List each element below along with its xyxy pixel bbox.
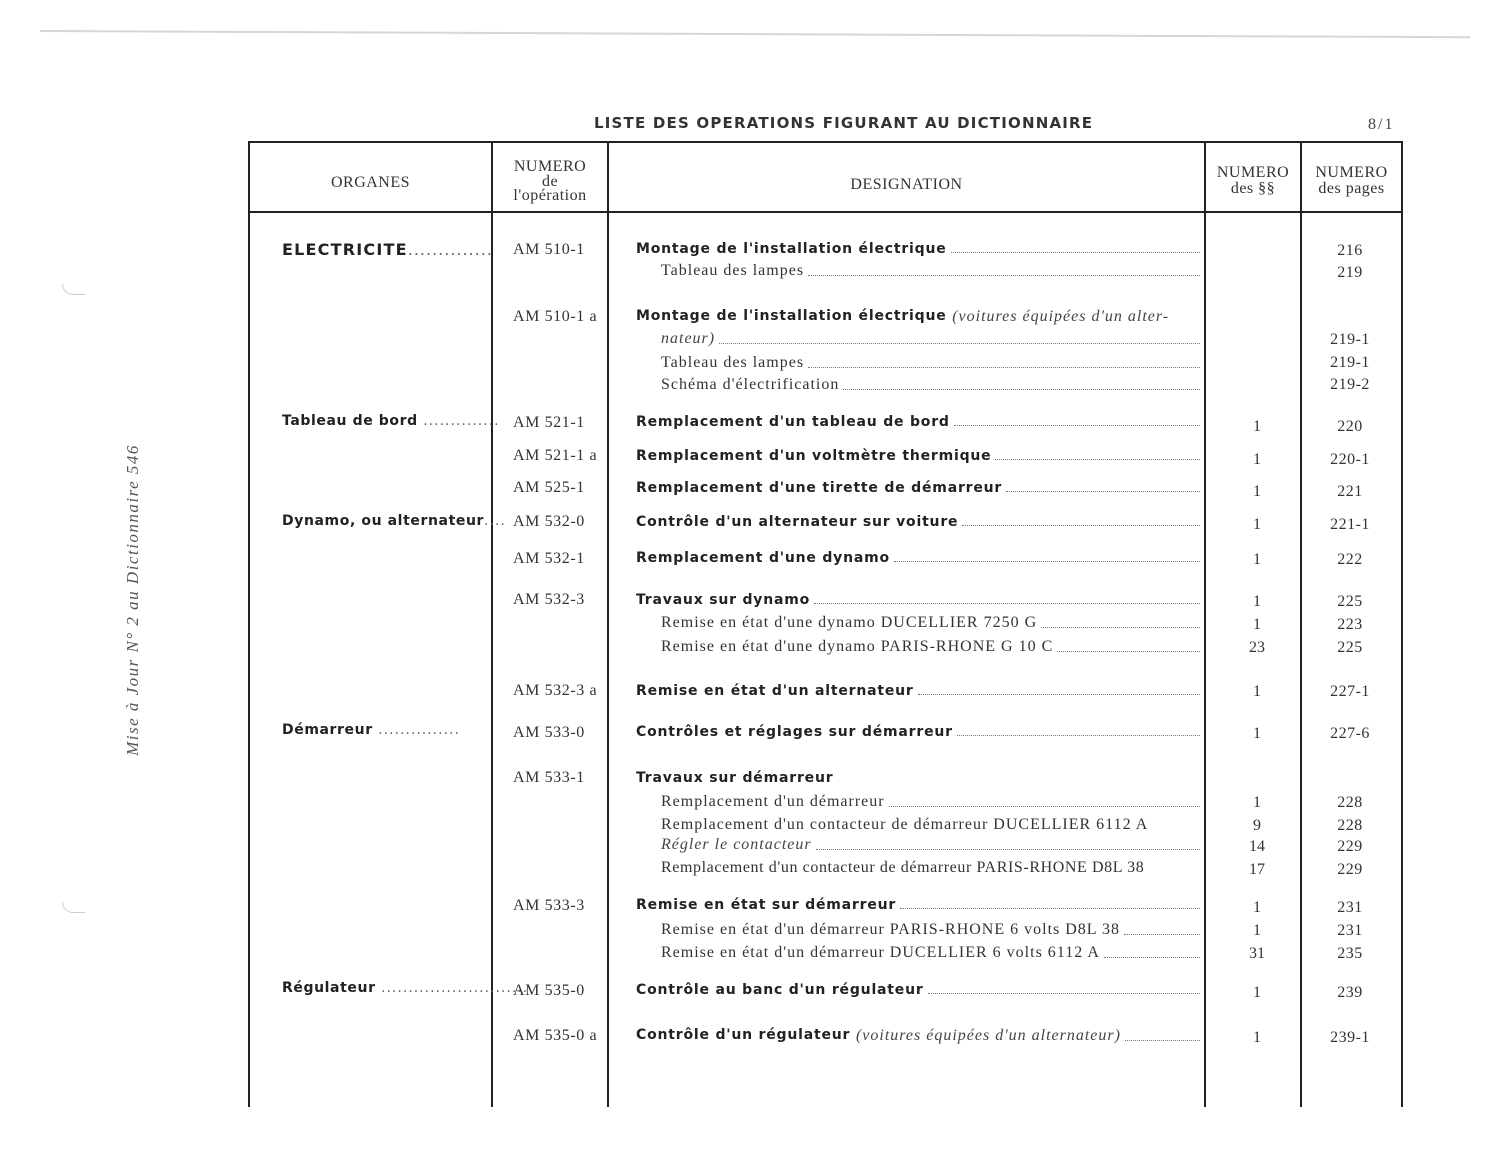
- organe-label: Régulateur ...........................: [282, 980, 529, 996]
- page-ref: 235: [1337, 945, 1363, 962]
- header-numero-pages: NUMERO des pages: [1315, 164, 1388, 197]
- column-border: [491, 141, 493, 1107]
- page-ref: 229: [1337, 861, 1363, 878]
- organe-label: Démarreur ...............: [282, 722, 460, 738]
- header-designation: DESIGNATION: [850, 176, 963, 193]
- page-ref: 220-1: [1330, 451, 1370, 468]
- page-ref: 225: [1337, 593, 1363, 610]
- designation-main: Contrôle d'un régulateur (voitures équipées d'un alternateur): [636, 1027, 1200, 1045]
- page-ref: 225: [1337, 639, 1363, 656]
- section-ref: 1: [1253, 683, 1261, 700]
- operation-number: AM 532-0: [513, 513, 585, 530]
- section-ref: 1: [1253, 516, 1261, 533]
- page-ref: 228: [1337, 817, 1363, 834]
- operation-number: AM 532-3: [513, 591, 585, 608]
- header-numero-operation: NUMERO de l'opération: [513, 158, 587, 204]
- designation-sub: Remise en état d'une dynamo DUCELLIER 7250 G: [661, 614, 1200, 632]
- top-rule: [40, 30, 1470, 38]
- column-border: [1300, 141, 1302, 1107]
- designation-sub: Remplacement d'un démarreur: [661, 793, 1200, 811]
- page-ref: 221: [1337, 483, 1363, 500]
- operation-number: AM 510-1: [513, 241, 585, 258]
- page-ref: 219-1: [1330, 354, 1370, 371]
- page-ref: 231: [1337, 899, 1363, 916]
- column-border: [248, 141, 250, 1107]
- operation-number: AM 535-0: [513, 982, 585, 999]
- designation-sub: Régler le contacteur: [661, 836, 1200, 854]
- designation-sub: nateur): [661, 330, 1200, 348]
- section-ref: 1: [1253, 551, 1261, 568]
- designation-main: Montage de l'installation électrique: [636, 241, 1200, 257]
- organe-label: Tableau de bord ..............: [282, 413, 500, 429]
- operation-number: AM 532-1: [513, 550, 585, 567]
- page-ref: 239: [1337, 984, 1363, 1001]
- section-ref: 1: [1253, 418, 1261, 435]
- margin-mark: [62, 284, 85, 295]
- header-numero-sections: NUMERO des §§: [1216, 164, 1290, 197]
- page-ref: 221-1: [1330, 516, 1370, 533]
- section-ref: 17: [1249, 861, 1265, 878]
- header-organes: ORGANES: [330, 174, 411, 191]
- section-ref: 1: [1253, 922, 1261, 939]
- organe-label: ELECTRICITE..............: [282, 240, 493, 259]
- section-ref: 1: [1253, 794, 1261, 811]
- designation-sub: Remise en état d'un démarreur DUCELLIER 6 volts 6112 A: [661, 944, 1200, 962]
- page-ref: 227-1: [1330, 683, 1370, 700]
- operation-number: AM 521-1: [513, 414, 585, 431]
- page-ref: 219: [1337, 264, 1363, 281]
- page-ref: 219-2: [1330, 376, 1370, 393]
- margin-mark: [62, 902, 85, 913]
- page-ref: 216: [1337, 242, 1363, 259]
- page-ref: 229: [1337, 838, 1363, 855]
- designation-main: Contrôle au banc d'un régulateur: [636, 982, 1200, 998]
- designation-main: Remplacement d'un tableau de bord: [636, 414, 1200, 430]
- section-ref: 23: [1249, 639, 1265, 656]
- designation-sub: Remise en état d'un démarreur PARIS-RHONE 6 volts D8L 38: [661, 921, 1200, 939]
- section-ref: 1: [1253, 1029, 1261, 1046]
- designation-main: Travaux sur démarreur: [636, 770, 834, 786]
- page-ref: 231: [1337, 922, 1363, 939]
- header-bottom-border: [248, 211, 1403, 213]
- section-ref: 9: [1253, 817, 1261, 834]
- page-number: 8/1: [1368, 116, 1395, 133]
- section-ref: 1: [1253, 483, 1261, 500]
- section-ref: 1: [1253, 984, 1261, 1001]
- designation-sub: Remplacement d'un contacteur de démarreur DUCELLIER 6112 A: [661, 816, 1149, 833]
- operation-number: AM 533-1: [513, 769, 585, 786]
- designation-main: Remise en état sur démarreur: [636, 897, 1200, 913]
- operation-number: AM 535-0 a: [513, 1027, 598, 1044]
- section-ref: 31: [1249, 945, 1265, 962]
- column-border: [607, 141, 609, 1107]
- section-ref: 1: [1253, 725, 1261, 742]
- designation-sub: Remplacement d'un contacteur de démarreur PARIS-RHONE D8L 38: [661, 859, 1145, 876]
- table-top-border: [248, 141, 1403, 143]
- designation-main: Montage de l'installation électrique (voitures équipées d'un alter-: [636, 308, 1170, 325]
- operation-number: AM 532-3 a: [513, 682, 598, 699]
- designation-sub: Tableau des lampes: [661, 354, 1200, 372]
- page-title: LISTE DES OPERATIONS FIGURANT AU DICTIONNAIRE: [594, 114, 1094, 132]
- section-ref: 1: [1253, 593, 1261, 610]
- page-ref: 219-1: [1330, 331, 1370, 348]
- designation-main: Travaux sur dynamo: [636, 592, 1200, 608]
- designation-main: Remise en état d'un alternateur: [636, 683, 1200, 699]
- operation-number: AM 525-1: [513, 479, 585, 496]
- operation-number: AM 521-1 a: [513, 447, 598, 464]
- page-ref: 227-6: [1330, 725, 1370, 742]
- page-ref: 223: [1337, 616, 1363, 633]
- column-border: [1204, 141, 1206, 1107]
- designation-main: Remplacement d'une dynamo: [636, 550, 1200, 566]
- designation-sub: Tableau des lampes: [661, 262, 1200, 280]
- section-ref: 1: [1253, 451, 1261, 468]
- designation-main: Contrôles et réglages sur démarreur: [636, 724, 1200, 740]
- operation-number: AM 533-3: [513, 897, 585, 914]
- page-ref: 239-1: [1330, 1029, 1370, 1046]
- designation-sub: Schéma d'électrification: [661, 376, 1200, 394]
- side-note: Mise à Jour N° 2 au Dictionnaire 546: [123, 444, 142, 756]
- page-ref: 220: [1337, 418, 1363, 435]
- designation-main: Contrôle d'un alternateur sur voiture: [636, 514, 1200, 530]
- operation-number: AM 510-1 a: [513, 308, 598, 325]
- section-ref: 1: [1253, 899, 1261, 916]
- section-ref: 14: [1249, 838, 1265, 855]
- section-ref: 1: [1253, 616, 1261, 633]
- designation-main: Remplacement d'une tirette de démarreur: [636, 480, 1200, 496]
- organe-label: Dynamo, ou alternateur....: [282, 513, 506, 529]
- page-ref: 222: [1337, 551, 1363, 568]
- designation-main: Remplacement d'un voltmètre thermique: [636, 448, 1200, 464]
- operation-number: AM 533-0: [513, 724, 585, 741]
- designation-sub: Remise en état d'une dynamo PARIS-RHONE G 10 C: [661, 638, 1200, 656]
- page-ref: 228: [1337, 794, 1363, 811]
- column-border: [1401, 141, 1403, 1107]
